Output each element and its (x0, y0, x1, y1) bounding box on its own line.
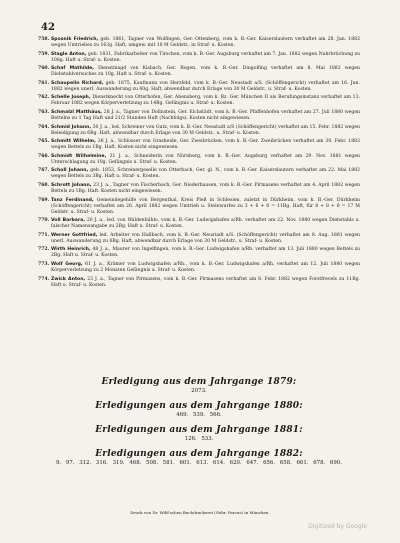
entry-details: Gemeindegehilfe von Bergenthal, Kreis Pleß in Schlesien, zuletzt in Dürkheim, vom k. B.-Ger. Dürkheim (Schöffengericht) verhaftet am 26. April 1882 wegen Umtrieb u. Steinwurfes zu 3 + 6 + 8 = 11Bg. Haft, für 8 + 8 + 8 = 17 M Geldstr. u. Straf- u. Kosten. (51, 197, 360, 215)
list-item (38, 233, 360, 245)
entry-details: led. Arbeiter von Hallbach, vom k. B.-Ger. Neustadt a/S. (Schöffengericht) verhaftet am 8. Aug. 1881 wegen unerl. Auswanderung zu 6Bg. Haft, abwendbar durch Erlage von 30 M Geldstr., u. Straf- u. Kosten. (51, 232, 360, 244)
entry-name: Wolf Georg, (51, 261, 83, 267)
section-numbers: 469. 539. 566. (176, 412, 222, 418)
section-block (38, 425, 360, 443)
entry-name: Scholl Johann, (51, 168, 89, 174)
list-item (38, 110, 360, 122)
entry-number: 766. (38, 153, 50, 159)
entry-text (51, 95, 360, 107)
entry-number: 762. (38, 95, 50, 101)
entry-details: geb. 1853, Schreinergeselle von Otterbach, Ger. gl. N., vom k. B.-Ger. Kaiserslautern verhaftet am 22. Mai 1882 wegen Bettels zu 3Bg. Haft u. Straf- u. Kosten. (51, 168, 360, 180)
printer-footer: Druck von Dr. Wild'schen Buchdruckerei (Gebr. Parcus) in München. (130, 510, 270, 515)
list-item (38, 95, 360, 107)
entry-details: 31 J. a., Schneiderin von Nürnberg, vom k. B.-Ger. Augsburg verhaftet am 29. Nov. 1881 wegen Unterschlagung zu 10g. Gefängnis u. Straf- u. Kosten. (51, 153, 360, 165)
entry-name: Stagle Anton, (51, 51, 87, 57)
list-item (38, 66, 360, 78)
entry-name: Sposnik Friedrich, (51, 37, 99, 42)
list-item (38, 52, 360, 64)
entry-number: 770. (38, 218, 50, 224)
entry-number: 771. (38, 232, 50, 238)
entry-name: Schaf Mathilde, (51, 66, 95, 72)
page-number: 42 (41, 22, 55, 33)
entry-details: 61 J. a., Krämer von Ludwigshafen a/Rh., vom k. B.-Ger. Ludwigshafen a/Rh. verhaftet am 12. Juli 1880 wegen Körperverletzung zu 2 Monaten Gefängnis u. Straf- u. Kosten. (51, 261, 360, 273)
entry-number: 765. (38, 139, 50, 145)
list-item (38, 183, 360, 195)
entry-text (51, 154, 360, 166)
section-heading: Erledigungen aus dem Jahrgange 1881: (95, 425, 303, 435)
entry-name: Wirth Heinrich, (51, 247, 91, 253)
entry-text (51, 183, 360, 195)
entry-text (51, 81, 360, 93)
entry-number: 758. (38, 37, 50, 42)
list-item (38, 125, 360, 137)
list-item (38, 81, 360, 93)
entry-number: 764. (38, 124, 50, 130)
section-block (38, 377, 360, 395)
entry-name: Zwick Anton, (51, 276, 86, 282)
section-block (38, 401, 360, 419)
list-item (38, 262, 360, 274)
list-item (38, 277, 360, 289)
entry-details: geb. 1861, Tagner von Wolfingen, Ger. Ottenberg, vom k. B.-Ger. Kaiserslautern verhaftet am 28. Jun. 1882 wegen Umtriebes zu 163g. Haft, umgew. mit 10 M Geldstr., in Straf- u. Kosten. (51, 37, 360, 48)
entry-text (51, 37, 360, 49)
entry-text (51, 168, 360, 180)
section-numbers: 9. 97. 312. 316. 319. 468. 508. 581. 601. 613. 614. 620. 647. 656. 658. 661. 678. 690. (56, 460, 342, 466)
entry-name: Schmid Johann, (51, 124, 92, 130)
list-item (38, 218, 360, 230)
list-item (38, 247, 360, 259)
entry-number: 760. (38, 66, 50, 72)
entry-name: Schmidt Wilhelmine, (51, 153, 107, 159)
entry-details: 23 J. a., Tagner von Fischerbach, Ger. Niederhausen, vom k. B.-Ger. Pirmasens verhaftet am 4. April 1882 wegen Bettels zu 1Bg. Haft. Kosten nicht eingewiesen. (51, 182, 360, 194)
entry-number: 767. (38, 168, 50, 174)
entry-text (51, 66, 360, 78)
entry-list (38, 37, 360, 291)
entry-details: Dienstknecht von Otterhofen, Ger. Abensberg, vom k. Bz. Ger. München II als Berufungsinstanz verhaftet am 13. Februar 1882 wegen Körperverletzung zu 14Bg. Gefängnis u. Straf- u. Kosten. (51, 95, 360, 107)
list-item (38, 198, 360, 216)
section-heading: Erledigungen aus dem Jahrgange 1882: (95, 449, 303, 459)
section-heading: Erledigung aus dem Jahrgange 1879: (101, 377, 297, 387)
entry-text (51, 52, 360, 64)
list-item (38, 168, 360, 180)
entry-name: Voll Barbara, (51, 218, 85, 224)
entry-details: 23 J. a., Tagner von Pirmasens, vom k. B.-Ger. Pirmasens verhaftet am 8. Febr. 1882 wegen Forstfrevels zu 11Bg. Haft u. Straf- u. Kosten. (51, 276, 360, 288)
entry-number: 774. (38, 276, 50, 282)
entry-details: geb. 1875, Kaufmann von Herzfeld, vom k. B.-Ger. Neustadt a/S. (Schöffengericht) verhaftet am 16. Jun. 1882 wegen unerl. Auswanderung zu 60g. Haft, abwendbar durch Erlage von 30 M Geldstr., u. Straf- u. Kosten. (51, 80, 360, 92)
watermark: Digitized by Google (308, 523, 367, 530)
entry-name: Schrott Johann, (51, 182, 92, 188)
entry-number: 763. (38, 109, 50, 115)
entry-name: Schmalzl Matthäus, (51, 109, 103, 115)
entry-details: 20 J. a., led. von Waldenbühlo, vom k. B.-Ger. Ludwigshafen a/Rh. verhaftet am 22. Nov. 1880 wegen Diebstahls u. falscher Namensangabe zu 2Bg. Haft u. Straf- u. Kosten. (51, 218, 360, 230)
entry-name: Schmitt Wilhelm, (51, 139, 96, 145)
entry-text (51, 233, 360, 245)
entry-number: 772. (38, 247, 50, 253)
list-item (38, 139, 360, 151)
entry-text (51, 247, 360, 259)
entry-text (51, 125, 360, 137)
entry-number: 769. (38, 197, 50, 203)
entry-number: 759. (38, 51, 50, 57)
entry-name: Schaupelin Richard, (51, 80, 104, 86)
entry-text (51, 110, 360, 122)
section-numbers: 126. 533. (184, 436, 214, 442)
list-item (38, 37, 360, 49)
entry-name: Tanz Ferdinand, (51, 197, 94, 203)
entry-details: 30 J. a., led. Schreiner von Gutz, vom k. B.-Ger. Neustadt a/S (Schöffengericht) verhaftet am 15. Febr. 1882 wegen Beleidigung zu 6Bg. Haft, abwendbar durch Erlage von 30 M Geldstr., u. Straf- u. Kosten. (51, 124, 360, 136)
entry-name: Schelle Joseph, (51, 95, 91, 101)
entry-text (51, 198, 360, 216)
entry-details: 48 J. a., Maurer von Ingelfingen, vom k. B.-Ger. Ludwigshafen a/Rh. verhaftet am 13. Juli 1880 wegen Bettels zu 2Bg. Haft u. Straf- u. Kosten. (51, 247, 361, 259)
entry-number: 761. (38, 80, 50, 86)
list-item (38, 154, 360, 166)
entry-details: 36 J. a., Schlosser von Grasheide, Ger. Zweibrücken, vom k. B.-Ger. Zweibrücken verhaftet am 30. Febr. 1882 wegen Bettels zu 1Bg. Haft. Kosten nicht eingewiesen. (51, 139, 360, 151)
resolved-sections (38, 377, 360, 473)
section-heading: Erledigungen aus dem Jahrgange 1880: (95, 401, 303, 411)
entry-details: 28 J. a., Tagner von Dollnstein, Ger. Eichstädt, vom k. B.-Ger. Pfaffenhofen verhaftet am 27. Juli 1880 wegen Bettelns zu 1 Tag Haft und 21/2 Stunden Haft (Nachfolgs). Kosten nicht eingewiesen. (51, 109, 360, 121)
section-block (38, 449, 360, 467)
entry-details: Dienstmagd von Kisbach, Ger. Rogen, vom k. B.-Ger. Dingolfing verhaftet am 8. Mai 1882 wegen Diebstahlversuches zu 10g. Haft u. Straf- u. Kosten. (51, 66, 360, 78)
entry-text (51, 262, 360, 274)
entry-text (51, 218, 360, 230)
entry-details: geb. 1831, Fabrikarbeiter von Tirschen, vom k. B.-Ger. Augsburg verhaftet am 7. Jan. 1882 wegen Nahrbrüchung zu 108g. Haft u. Straf- u. Kosten. (51, 51, 360, 63)
entry-number: 768. (38, 182, 50, 188)
entry-text (51, 277, 360, 289)
entry-text (51, 139, 360, 151)
section-numbers: 2073. (191, 388, 207, 394)
entry-number: 773. (38, 261, 50, 267)
entry-name: Werner Gottfried, (51, 232, 98, 238)
